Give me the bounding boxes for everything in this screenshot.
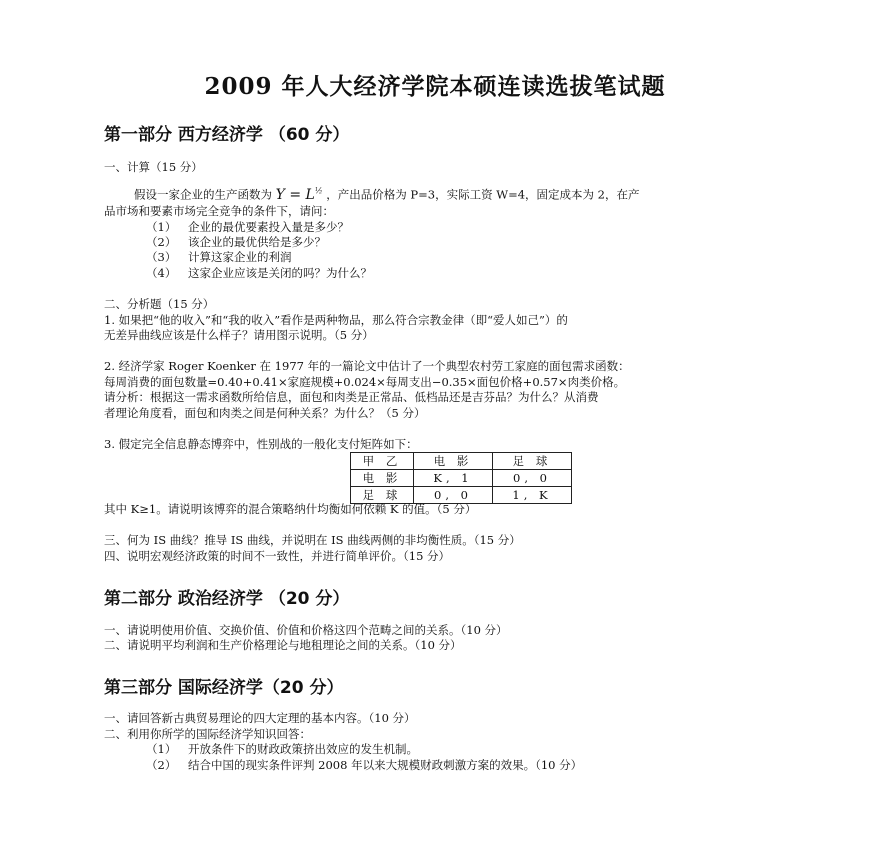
q1-intro-part-b: ，产出品价格为 P=3，实际工资 W=4，固定成本为 2，在产 xyxy=(326,187,640,202)
part3-item-text: 开放条件下的财政政策挤出效应的发生机制。 xyxy=(188,742,418,756)
part3-q2: 二、利用你所学的国际经济学知识回答： xyxy=(104,727,311,741)
matrix-row-label: 足 球 xyxy=(351,487,414,504)
q1-item-text: 企业的最优要素投入量是多少？ xyxy=(188,220,349,234)
part1-q1-intro-cont: 品市场和要素市场完全竞争的条件下，请问： xyxy=(104,204,334,218)
q2-2-line: 者理论角度看，面包和肉类之间是何种关系？为什么？（5 分） xyxy=(104,406,426,420)
q2-1-line: 无差异曲线应该是什么样子？请用图示说明。（5 分） xyxy=(104,328,374,342)
production-function-formula xyxy=(276,187,323,203)
table-row xyxy=(351,453,572,470)
q1-item xyxy=(146,220,349,235)
matrix-header-cell: 电 影 xyxy=(414,453,493,470)
q2-2-line: 每周消费的面包数量=0.40+0.41×家庭规模+0.024×每周支出−0.35×面包价格+0.57×肉类价格。 xyxy=(104,375,626,389)
part1-q3: 三、何为 IS 曲线？推导 IS 曲线，并说明在 IS 曲线两侧的非均衡性质。（15 分） xyxy=(104,533,521,547)
part1-q4: 四、说明宏观经济政策的时间不一致性，并进行简单评价。（15 分） xyxy=(104,549,451,563)
matrix-cell: K, 1 xyxy=(414,470,493,487)
part3-item xyxy=(146,758,582,773)
part3-item-number: （1） xyxy=(146,742,177,756)
q1-item-text: 该企业的最优供给是多少？ xyxy=(188,235,326,249)
part1-q1-heading: 一、计算（15 分） xyxy=(104,160,203,174)
matrix-cell: 1, K xyxy=(493,487,572,504)
formula-exponent: ½ xyxy=(314,186,323,195)
q2-2-line: 2. 经济学家 Roger Koenker 在 1977 年的一篇论文中估计了一个典型农村劳工家庭的面包需求函数： xyxy=(104,359,630,373)
matrix-header-cell: 足 球 xyxy=(493,453,572,470)
q2-1-line: 1. 如果把“他的收入”和“我的收入”看作是两种物品，那么符合宗教金律（即“爱人如己”）的 xyxy=(104,313,568,327)
q1-item-text: 计算这家企业的利润 xyxy=(188,250,292,264)
part3-heading: 第三部分 国际经济学（20 分） xyxy=(104,678,344,698)
part1-q2-heading: 二、分析题（15 分） xyxy=(104,297,215,311)
matrix-cell: 0, 0 xyxy=(414,487,493,504)
q1-item-text: 这家企业应该是关闭的吗？为什么？ xyxy=(188,266,372,280)
q2-3-line: 其中 K≥1。请说明该博弈的混合策略纳什均衡如何依赖 K 的值。（5 分） xyxy=(104,502,477,516)
matrix-corner-cell: 甲 乙 xyxy=(351,453,414,470)
q1-item xyxy=(146,250,292,265)
part3-item xyxy=(146,742,418,757)
matrix-cell: 0, 0 xyxy=(493,470,572,487)
formula-base: Y = L xyxy=(275,186,315,203)
part1-heading: 第一部分 西方经济学 （60 分） xyxy=(104,125,350,145)
part3-q1: 一、请回答新古典贸易理论的四大定理的基本内容。（10 分） xyxy=(104,711,416,725)
part3-item-number: （2） xyxy=(146,758,177,772)
q1-item xyxy=(146,266,372,281)
q1-item-number: （1） xyxy=(146,220,177,234)
table-row xyxy=(351,487,572,504)
page-title: 2009 年人大经济学院本硕连读选拔笔试题 xyxy=(204,73,666,100)
part2-q2: 二、请说明平均利润和生产价格理论与地租理论之间的关系。（10 分） xyxy=(104,638,462,652)
q2-2-line: 请分析：根据这一需求函数所给信息，面包和肉类是正常品、低档品还是吉芬品？为什么？从消费 xyxy=(104,390,599,404)
q2-3-line: 3. 假定完全信息静态博弈中，性别战的一般化支付矩阵如下： xyxy=(104,437,418,451)
q1-item-number: （3） xyxy=(146,250,177,264)
table-row xyxy=(351,470,572,487)
matrix-row-label: 电 影 xyxy=(351,470,414,487)
payoff-matrix-table xyxy=(350,452,572,504)
q1-intro-part-a: 假设一家企业的生产函数为 xyxy=(134,187,272,202)
q1-item-number: （2） xyxy=(146,235,177,249)
q1-item-number: （4） xyxy=(146,266,177,280)
part1-q1-intro xyxy=(134,183,640,203)
part2-q1: 一、请说明使用价值、交换价值、价值和价格这四个范畴之间的关系。（10 分） xyxy=(104,623,508,637)
part3-item-text: 结合中国的现实条件评判 2008 年以来大规模财政刺激方案的效果。（10 分） xyxy=(188,758,583,772)
part2-heading: 第二部分 政治经济学 （20 分） xyxy=(104,589,350,609)
q1-item xyxy=(146,235,326,250)
